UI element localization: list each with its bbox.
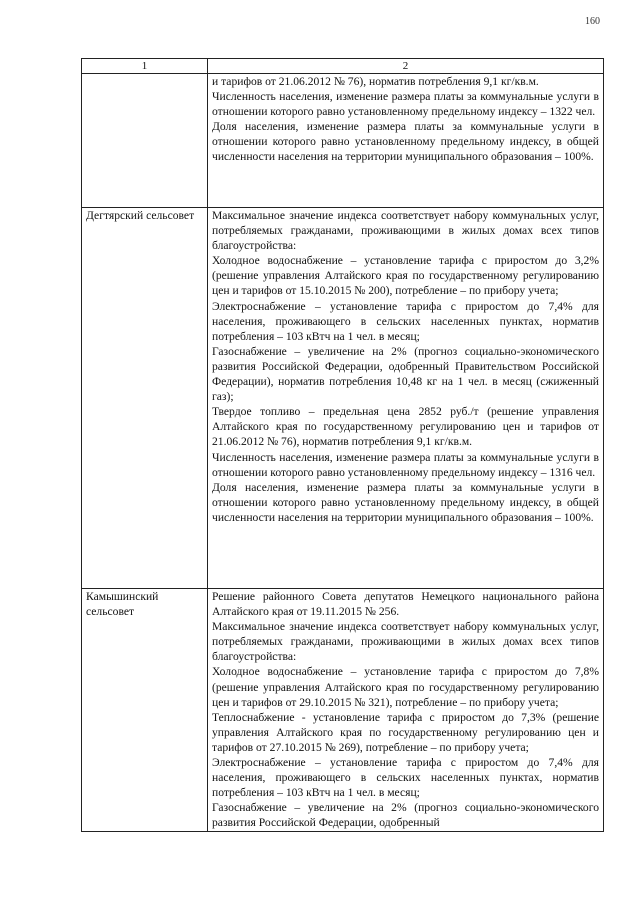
content-paragraph: Газоснабжение – увеличение на 2% (прогноз социально-экономического развития Российской Федерации, одобренный [212,801,599,830]
table-row [82,589,604,832]
content-paragraph: Численность населения, изменение размера платы за коммунальные услуги в отношении которого равно установленному предельному индексу – 1316 чел. [212,450,599,479]
document-table [81,58,604,832]
content-paragraph: Электроснабжение – установление тарифа с приростом до 7,4% для населения, проживающего в сельских населенных пунктах, норматив потребления – 103 кВтч на 1 чел. в месяц; [212,756,599,800]
row-content [208,74,604,208]
content-paragraph: Газоснабжение – увеличение на 2% (прогноз социально-экономического развития Российской Федерации, одобренный Правительством Российской Федерации), норматив потребления 10,48 кг на 1 чел. в месяц (сжиженный газ); [212,344,599,404]
content-paragraph: Доля населения, изменение размера платы за коммунальные услуги в отношении которого равно установленному предельному индексу, в общей численности населения на территории муниципального образования – 100%. [212,480,599,524]
municipality-name: Дегтярский сельсовет [82,208,208,589]
content-paragraph: Численность населения, изменение размера платы за коммунальные услуги в отношении которого равно установленному предельному индексу – 1322 чел. [212,90,599,119]
content-paragraph: Холодное водоснабжение – установление тарифа с приростом до 7,8% (решение управления Алтайского края по государственному регулированию цен и тарифов от 29.10.2015 № 321), потребление – по прибору учета; [212,665,599,709]
content-paragraph: Решение районного Совета депутатов Немецкого национального района Алтайского края от 19.11.2015 № 256. [212,590,599,619]
row-content [208,208,604,589]
page-number: 160 [585,16,600,27]
table-header-row [82,59,604,74]
municipality-name [82,74,208,208]
content-paragraph: Максимальное значение индекса соответствует набору коммунальных услуг, потребляемых гражданами, проживающими в жилых домах всех типов благоустройства: [212,620,599,664]
content-paragraph: Электроснабжение – установление тарифа с приростом до 7,4% для населения, проживающего в сельских населенных пунктах, норматив потребления – 103 кВтч на 1 чел. в месяц; [212,299,599,343]
content-paragraph: Максимальное значение индекса соответствует набору коммунальных услуг, потребляемых гражданами, проживающими в жилых домах всех типов благоустройства: [212,209,599,253]
column-header-2: 2 [208,59,604,74]
content-paragraph: Твердое топливо – предельная цена 2852 руб./т (решение управления Алтайского края по государственному регулированию цен и тарифов от 21.06.2012 № 76), норматив потребления 9,1 кг/кв.м. [212,405,599,449]
row-content [208,589,604,832]
content-paragraph: и тарифов от 21.06.2012 № 76), норматив потребления 9,1 кг/кв.м. [212,75,539,88]
content-paragraph: Теплоснабжение - установление тарифа с приростом до 7,3% (решение управления Алтайского края по государственному регулированию цен и тарифов от 27.10.2015 № 269), потребление – по прибору учета; [212,710,599,754]
municipality-name: Камышинский сельсовет [82,589,208,832]
content-paragraph: Холодное водоснабжение – установление тарифа с приростом до 3,2% (решение управления Алтайского края по государственному регулированию цен и тарифов от 15.10.2015 № 200), потребление – по прибору учета; [212,254,599,298]
column-header-1: 1 [82,59,208,74]
table-row [82,208,604,589]
content-paragraph: Доля населения, изменение размера платы за коммунальные услуги в отношении которого равно установленному предельному индексу, в общей численности населения на территории муниципального образования – 100%. [212,120,599,164]
table-row [82,74,604,208]
